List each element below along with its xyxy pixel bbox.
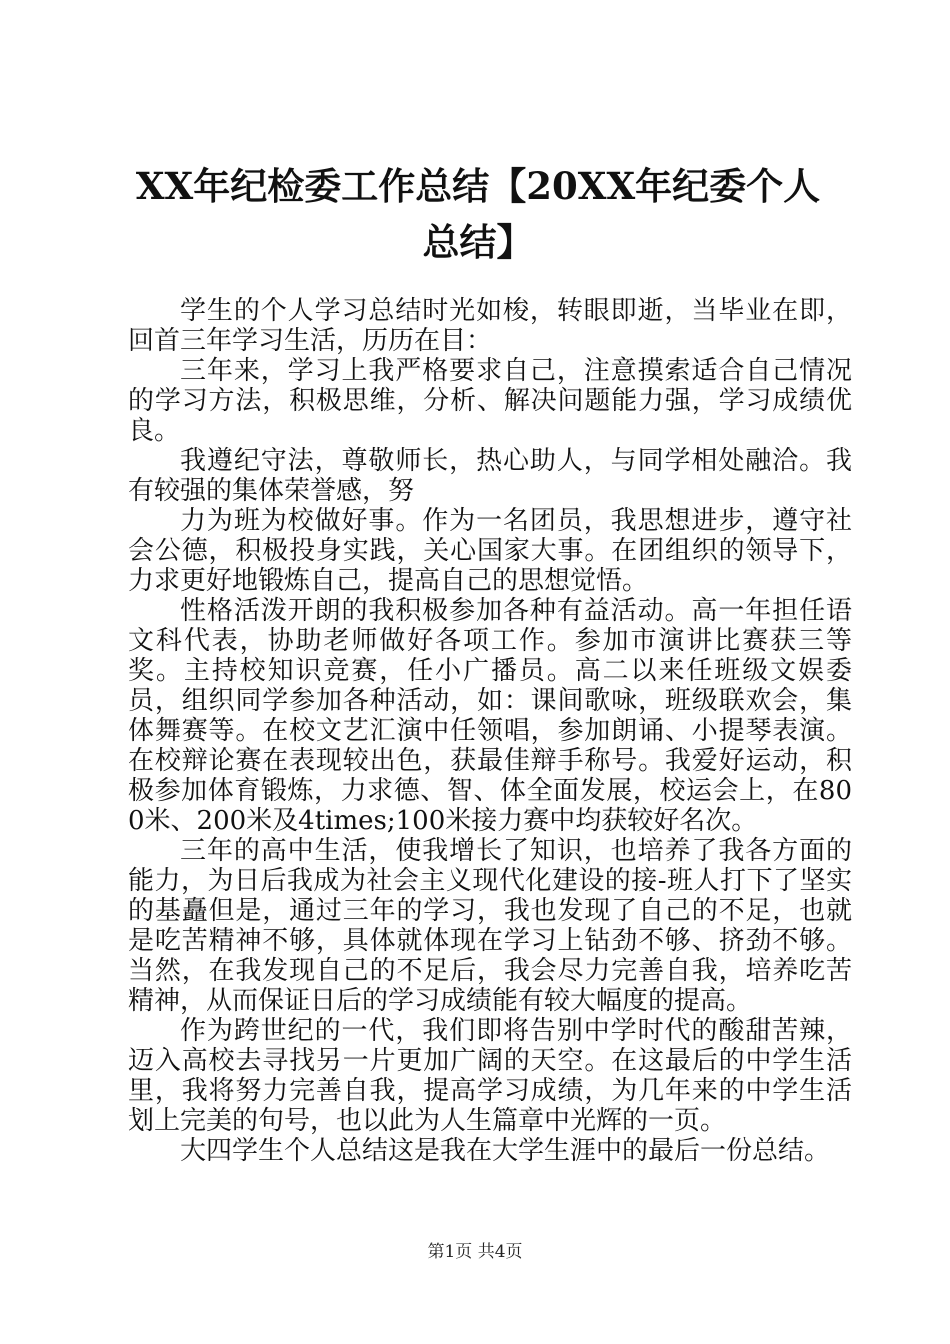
paragraph-7: 作为跨世纪的一代，我们即将告别中学时代的酸甜苦辣，迈入高校去寻找另一片更加广阔的天空。在这最后的中学生活里，我将努力完善自我，提高学习成绩，为几年来的中学生活划上完美的句号，也以此为人生篇章中光辉的一页。: [128, 1016, 852, 1136]
document-body: [128, 296, 852, 1166]
paragraph-8: 大四学生个人总结这是我在大学生涯中的最后一份总结。: [180, 1136, 831, 1166]
paragraph-4: 力为班为校做好事。作为一名团员，我思想进步，遵守社会公德，积极投身实践，关心国家大事。在团组织的领导下，力求更好地锻炼自己，提高自己的思想觉悟。: [128, 506, 852, 596]
paragraph-5: 性格活泼开朗的我积极参加各种有益活动。高一年担任语文科代表，协助老师做好各项工作。参加市演讲比赛获三等奖。主持校知识竞赛，任小广播员。高二以来任班级文娱委员，组织同学参加各种活动，如：课间歌咏，班级联欢会，集体舞赛等。在校文艺汇演中任领唱，参加朗诵、小提琴表演。在校辩论赛在表现较出色，获最佳辩手称号。我爱好运动，积极参加体育锻炼，力求德、智、体全面发展，校运会上，在800米、200米及4times;100米接力赛中均获较好名次。: [128, 596, 852, 836]
paragraph-2: 三年来，学习上我严格要求自己，注意摸索适合自己情况的学习方法，积极思维，分析、解决问题能力强，学习成绩优良。: [128, 356, 852, 446]
document-title: XX年纪检委工作总结【20XX年纪委个人总结】: [135, 164, 821, 264]
paragraph-1: 学生的个人学习总结时光如梭，转眼即逝，当毕业在即，回首三年学习生活，历历在目：: [128, 296, 852, 356]
page-footer: 第1页 共4页: [427, 1242, 523, 1262]
paragraph-6: 三年的高中生活，使我增长了知识，也培养了我各方面的能力，为日后我成为社会主义现代化建设的接-班人打下了坚实的基矗但是，通过三年的学习，我也发现了自己的不足，也就是吃苦精神不够，具体就体现在学习上钻劲不够、挤劲不够。当然，在我发现自己的不足后，我会尽力完善自我，培养吃苦精神，从而保证日后的学习成绩能有较大幅度的提高。: [128, 836, 852, 1016]
paragraph-3: 我遵纪守法，尊敬师长，热心助人，与同学相处融洽。我有较强的集体荣誉感，努: [128, 446, 852, 506]
